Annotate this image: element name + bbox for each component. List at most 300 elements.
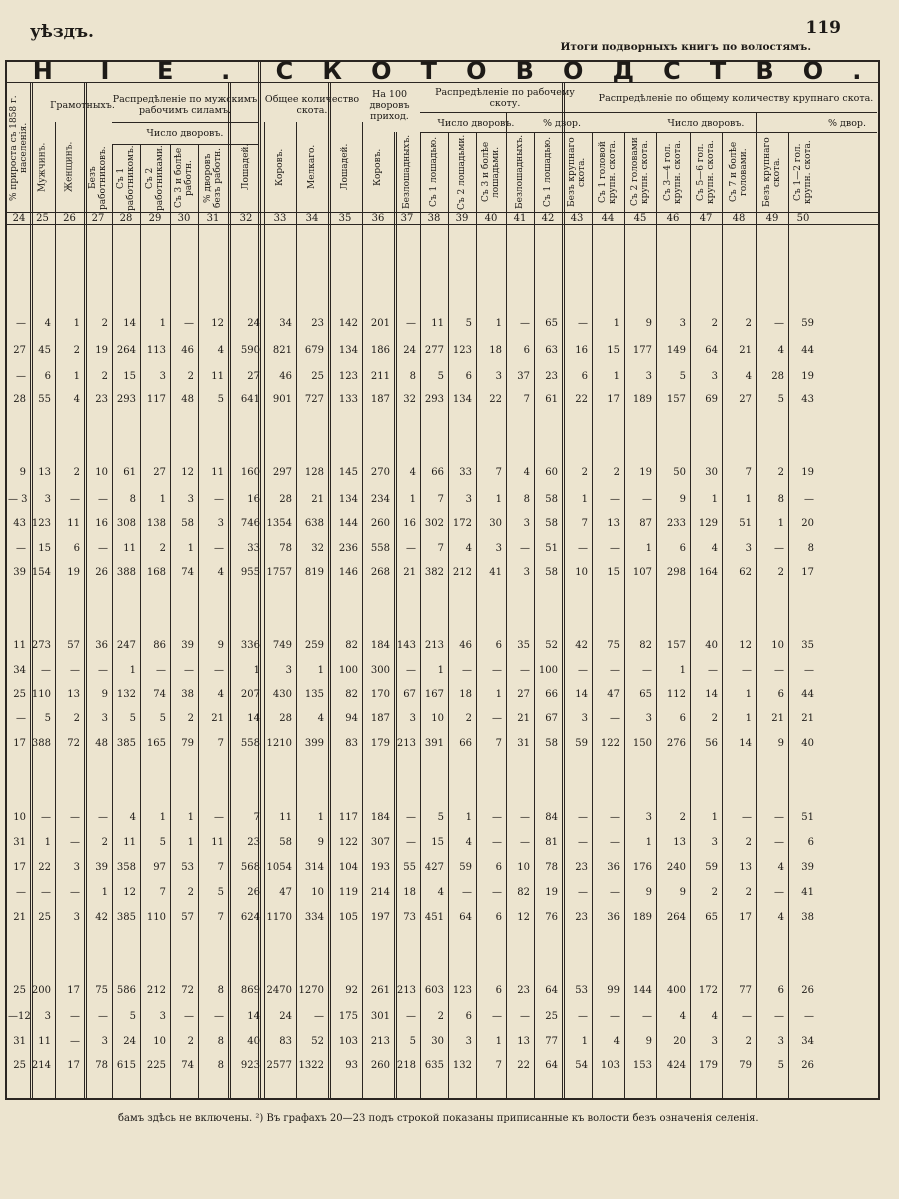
- table-cell: 213: [396, 738, 416, 749]
- table-cell: 16: [403, 518, 416, 529]
- table-cell: 2: [745, 1036, 752, 1047]
- column-label: Лошадей.: [241, 143, 251, 191]
- column-number: 40: [484, 213, 498, 224]
- table-cell: 27: [517, 689, 530, 700]
- table-cell: —: [642, 494, 652, 505]
- column-rule: [656, 132, 657, 1100]
- table-cell: 74: [153, 689, 166, 700]
- table-cell: 3: [523, 518, 530, 529]
- table-cell: —: [804, 1011, 814, 1022]
- table-cell: 87: [639, 518, 652, 529]
- table-cell: 81: [545, 837, 558, 848]
- table-cell: 1: [495, 1036, 502, 1047]
- table-cell: 26: [801, 985, 814, 996]
- table-cell: 22: [38, 862, 51, 873]
- table-cell: 145: [338, 467, 358, 478]
- column-rule: [394, 132, 397, 1100]
- table-cell: —: [774, 887, 784, 898]
- table-cell: 11: [67, 518, 80, 529]
- table-cell: 74: [181, 567, 194, 578]
- table-cell: 15: [123, 371, 136, 382]
- table-cell: —: [520, 837, 530, 848]
- table-cell: 819: [304, 567, 324, 578]
- table-cell: —: [610, 837, 620, 848]
- table-cell: 10: [13, 812, 26, 823]
- table-cell: 21: [739, 345, 752, 356]
- group-ws-households: Число дворовъ.: [437, 117, 515, 129]
- table-cell: 260: [370, 518, 390, 529]
- table-cell: 18: [459, 689, 472, 700]
- column-number: 41: [513, 213, 527, 224]
- table-cell: 19: [801, 467, 814, 478]
- table-cell: 5: [465, 318, 472, 329]
- table-cell: 1: [187, 543, 194, 554]
- table-cell: —: [70, 887, 80, 898]
- table-cell: 451: [424, 912, 444, 923]
- table-cell: 10: [431, 713, 444, 724]
- column-number: 43: [570, 213, 584, 224]
- table-cell: 7: [217, 738, 224, 749]
- table-cell: 11: [123, 543, 136, 554]
- column-number: 28: [119, 213, 133, 224]
- table-cell: —: [98, 494, 108, 505]
- table-cell: 142: [338, 318, 358, 329]
- table-cell: 261: [370, 985, 390, 996]
- table-cell: 385: [116, 912, 136, 923]
- table-cell: 1: [159, 494, 166, 505]
- column-rule: [788, 132, 789, 1100]
- table-cell: 6: [679, 713, 686, 724]
- table-cell: 1: [187, 812, 194, 823]
- column-rule: [228, 82, 231, 1100]
- table-cell: —: [98, 812, 108, 823]
- table-cell: 28: [771, 371, 784, 382]
- table-cell: 9: [645, 318, 652, 329]
- table-cell: —: [578, 837, 588, 848]
- table-cell: 586: [116, 985, 136, 996]
- table-cell: 11: [279, 812, 292, 823]
- table-cell: —: [610, 494, 620, 505]
- table-cell: 23: [575, 912, 588, 923]
- table-cell: —: [492, 665, 502, 676]
- table-cell: 336: [240, 640, 260, 651]
- table-cell: 44: [801, 345, 814, 356]
- column-rule: [296, 122, 297, 1100]
- table-cell: 4: [465, 837, 472, 848]
- table-cell: 17: [739, 912, 752, 923]
- table-cell: 103: [338, 1036, 358, 1047]
- table-cell: 3: [44, 1011, 51, 1022]
- table-cell: 17: [67, 985, 80, 996]
- table-cell: 1054: [266, 862, 292, 873]
- table-cell: 3: [679, 318, 686, 329]
- table-cell: 69: [705, 394, 718, 405]
- table-cell: 3: [73, 862, 80, 873]
- table-cell: —: [214, 1011, 224, 1022]
- table-cell: 110: [31, 689, 51, 700]
- table-cell: 50: [673, 467, 686, 478]
- table-cell: 2: [101, 371, 108, 382]
- table-cell: 901: [272, 394, 292, 405]
- table-cell: 79: [739, 1060, 752, 1071]
- table-cell: 78: [279, 543, 292, 554]
- table-cell: —: [578, 318, 588, 329]
- column-rule: [624, 132, 625, 1100]
- table-cell: 1: [317, 812, 324, 823]
- table-cell: —: [610, 713, 620, 724]
- column-label: Съ 3—4 гол. крупн. скота.: [663, 140, 683, 204]
- table-cell: 39: [13, 567, 26, 578]
- table-cell: 1: [73, 371, 80, 382]
- table-cell: 1210: [266, 738, 292, 749]
- table-cell: 78: [95, 1060, 108, 1071]
- table-cell: —: [70, 1011, 80, 1022]
- group-per100: На 100 дворовъ приход.: [369, 88, 410, 122]
- column-rule: [448, 132, 449, 1100]
- table-cell: 82: [517, 887, 530, 898]
- table-cell: 78: [545, 862, 558, 873]
- column-number: 30: [177, 213, 191, 224]
- table-cell: 679: [304, 345, 324, 356]
- table-cell: 1: [777, 518, 784, 529]
- column-rule: [562, 82, 565, 1100]
- table-cell: 112: [666, 689, 686, 700]
- table-cell: —: [708, 665, 718, 676]
- table-cell: 3: [285, 665, 292, 676]
- table-cell: —: [610, 887, 620, 898]
- table-cell: 27: [13, 345, 26, 356]
- table-cell: 297: [272, 467, 292, 478]
- table-cell: 3: [465, 494, 472, 505]
- table-cell: 57: [181, 912, 194, 923]
- table-cell: 28: [279, 494, 292, 505]
- table-cell: —: [98, 543, 108, 554]
- table-cell: 79: [181, 738, 194, 749]
- table-cell: 201: [370, 318, 390, 329]
- banner-right: С К О Т О В О Д С Т В О .: [275, 57, 864, 85]
- table-cell: 247: [116, 640, 136, 651]
- table-cell: 47: [279, 887, 292, 898]
- table-cell: 3: [159, 1011, 166, 1022]
- column-number: 26: [63, 213, 76, 224]
- table-cell: —: [774, 543, 784, 554]
- footnote: бамъ здѣсь не включены. ²) Въ графахъ 20—23 подъ строкой показаны приписанные къ волости безъ означенія селенія.: [118, 1113, 759, 1124]
- table-cell: 2: [581, 467, 588, 478]
- table-cell: 9: [679, 494, 686, 505]
- table-cell: 41: [801, 887, 814, 898]
- table-cell: 240: [666, 862, 686, 873]
- table-cell: 113: [146, 345, 166, 356]
- table-cell: 12: [211, 318, 224, 329]
- table-cell: 7: [495, 1060, 502, 1071]
- table-cell: 117: [146, 394, 166, 405]
- table-cell: 5: [217, 394, 224, 405]
- table-cell: —: [578, 1011, 588, 1022]
- table-cell: 25: [545, 1011, 558, 1022]
- column-rule: [112, 144, 113, 1100]
- table-cell: 39: [801, 862, 814, 873]
- table-cell: 9: [679, 887, 686, 898]
- table-cell: 273: [31, 640, 51, 651]
- table-cell: 6: [73, 543, 80, 554]
- table-cell: 77: [739, 985, 752, 996]
- column-rule: [55, 122, 56, 1100]
- table-cell: 61: [123, 467, 136, 478]
- table-cell: 36: [607, 912, 620, 923]
- column-number: 31: [206, 213, 220, 224]
- table-cell: 5: [777, 394, 784, 405]
- column-rule: [420, 132, 421, 1100]
- table-cell: —: [492, 887, 502, 898]
- table-cell: 225: [146, 1060, 166, 1071]
- table-cell: 28: [279, 713, 292, 724]
- column-label: Съ 2 лошадьми.: [457, 134, 467, 210]
- table-cell: —: [406, 318, 416, 329]
- table-cell: 28: [13, 394, 26, 405]
- table-cell: 58: [545, 567, 558, 578]
- table-cell: 59: [801, 318, 814, 329]
- table-cell: 8: [409, 371, 416, 382]
- table-cell: 25: [13, 689, 26, 700]
- table-cell: —: [578, 665, 588, 676]
- column-number: 33: [273, 213, 287, 224]
- table-cell: 6: [495, 985, 502, 996]
- table-cell: 100: [338, 665, 358, 676]
- table-cell: 13: [673, 837, 686, 848]
- column-number: 49: [765, 213, 779, 224]
- group-households: Число дворовъ.: [146, 127, 224, 139]
- table-cell: 3: [645, 713, 652, 724]
- table-cell: 15: [431, 837, 444, 848]
- table-cell: 54: [575, 1060, 588, 1071]
- table-cell: 66: [545, 689, 558, 700]
- table-cell: 1: [465, 812, 472, 823]
- table-cell: 52: [545, 640, 558, 651]
- table-cell: 5: [437, 371, 444, 382]
- column-number: 36: [371, 213, 385, 224]
- table-cell: 11: [211, 467, 224, 478]
- table-cell: 1: [129, 665, 136, 676]
- table-cell: 122: [600, 738, 620, 749]
- table-cell: —: [610, 543, 620, 554]
- table-cell: 334: [304, 912, 324, 923]
- table-cell: 32: [403, 394, 416, 405]
- table-cell: 1: [711, 494, 718, 505]
- table-cell: 13: [67, 689, 80, 700]
- table-cell: 300: [370, 665, 390, 676]
- table-cell: —: [70, 665, 80, 676]
- table-cell: 385: [116, 738, 136, 749]
- column-label: Безлошадныхъ.: [515, 134, 525, 210]
- column-label: Съ 3 и болѣе лошадьми.: [481, 141, 501, 203]
- table-cell: 10: [95, 467, 108, 478]
- table-cell: 150: [632, 738, 652, 749]
- table-cell: 132: [452, 1060, 472, 1071]
- table-cell: 14: [575, 689, 588, 700]
- table-cell: 197: [370, 912, 390, 923]
- table-cell: 388: [116, 567, 136, 578]
- column-number: 48: [732, 213, 746, 224]
- table-cell: —: [520, 1011, 530, 1022]
- table-cell: 2: [679, 812, 686, 823]
- table-cell: 34: [279, 318, 292, 329]
- column-rule: [84, 82, 87, 1100]
- table-cell: 7: [523, 394, 530, 405]
- table-cell: 2: [437, 1011, 444, 1022]
- table-cell: —: [520, 318, 530, 329]
- table-cell: —: [742, 665, 752, 676]
- table-cell: 3: [187, 494, 194, 505]
- table-cell: 6: [777, 689, 784, 700]
- table-cell: 7: [253, 812, 260, 823]
- table-cell: —: [610, 812, 620, 823]
- table-cell: 11: [211, 837, 224, 848]
- table-cell: 2: [187, 1036, 194, 1047]
- table-cell: 3: [523, 567, 530, 578]
- table-cell: 821: [272, 345, 292, 356]
- table-cell: 3: [217, 518, 224, 529]
- table-cell: 2: [777, 567, 784, 578]
- table-cell: 2: [187, 713, 194, 724]
- table-cell: 24: [247, 318, 260, 329]
- table-cell: 2: [745, 318, 752, 329]
- column-label: Съ 2 головами крупн. скота.: [630, 137, 650, 207]
- column-label: Безъ работниковъ.: [88, 146, 108, 210]
- table-cell: 11: [13, 640, 26, 651]
- table-cell: 1: [745, 494, 752, 505]
- table-cell: 14: [247, 713, 260, 724]
- group-total-livestock: Общее количество скота.: [264, 94, 360, 116]
- table-cell: 23: [311, 318, 324, 329]
- table-cell: 65: [545, 318, 558, 329]
- table-cell: 9: [101, 689, 108, 700]
- table-cell: 7: [437, 543, 444, 554]
- table-cell: 77: [545, 1036, 558, 1047]
- table-cell: 4: [711, 1011, 718, 1022]
- table-cell: 558: [240, 738, 260, 749]
- table-cell: 1: [711, 812, 718, 823]
- column-rule: [592, 132, 593, 1100]
- table-cell: 84: [545, 812, 558, 823]
- table-cell: 10: [575, 567, 588, 578]
- table-cell: 4: [523, 467, 530, 478]
- table-cell: 260: [370, 1060, 390, 1071]
- table-cell: 4: [777, 912, 784, 923]
- table-cell: 6: [495, 912, 502, 923]
- table-cell: 97: [153, 862, 166, 873]
- table-cell: 2: [101, 318, 108, 329]
- table-cell: 21: [211, 713, 224, 724]
- table-cell: 3: [73, 912, 80, 923]
- table-cell: 153: [632, 1060, 652, 1071]
- table-cell: 177: [632, 345, 652, 356]
- table-cell: 57: [67, 640, 80, 651]
- column-label: Съ 1—2 гол. крупн. скота.: [793, 140, 813, 204]
- table-cell: 14: [123, 318, 136, 329]
- table-cell: 603: [424, 985, 444, 996]
- column-label: Мелкаго.: [307, 144, 317, 190]
- table-cell: —: [214, 494, 224, 505]
- table-cell: 189: [632, 912, 652, 923]
- table-cell: 129: [698, 518, 718, 529]
- table-cell: 75: [95, 985, 108, 996]
- table-cell: 955: [240, 567, 260, 578]
- table-cell: 23: [517, 985, 530, 996]
- column-rule: [506, 112, 507, 1100]
- table-cell: 302: [424, 518, 444, 529]
- table-cell: 1354: [266, 518, 292, 529]
- table-cell: 1: [645, 837, 652, 848]
- table-cell: 26: [247, 887, 260, 898]
- table-cell: 67: [545, 713, 558, 724]
- table-cell: 4: [711, 543, 718, 554]
- table-cell: 218: [396, 1060, 416, 1071]
- table-cell: 82: [639, 640, 652, 651]
- table-cell: 30: [489, 518, 502, 529]
- table-cell: 233: [666, 518, 686, 529]
- table-cell: 8: [807, 543, 814, 554]
- table-cell: 23: [575, 862, 588, 873]
- table-cell: —: [406, 837, 416, 848]
- table-cell: 869: [240, 985, 260, 996]
- table-cell: 24: [279, 1011, 292, 1022]
- table-cell: 86: [153, 640, 166, 651]
- table-cell: 19: [801, 371, 814, 382]
- table-cell: —: [41, 812, 51, 823]
- table-cell: 3: [745, 543, 752, 554]
- table-cell: —: [742, 812, 752, 823]
- column-rule: [140, 144, 141, 1100]
- table-cell: —: [642, 1011, 652, 1022]
- table-cell: 63: [545, 345, 558, 356]
- table-cell: 40: [247, 1036, 260, 1047]
- table-cell: 2: [187, 887, 194, 898]
- table-cell: 18: [403, 887, 416, 898]
- table-cell: 123: [31, 518, 51, 529]
- table-cell: 259: [304, 640, 324, 651]
- table-cell: 3: [409, 713, 416, 724]
- table-cell: 568: [240, 862, 260, 873]
- table-cell: 308: [116, 518, 136, 529]
- table-cell: —: [804, 665, 814, 676]
- labor-rule: [112, 122, 258, 123]
- table-cell: 9: [645, 887, 652, 898]
- table-cell: 104: [338, 862, 358, 873]
- table-cell: 270: [370, 467, 390, 478]
- table-cell: 33: [459, 467, 472, 478]
- table-cell: —: [98, 1011, 108, 1022]
- table-cell: 3: [711, 371, 718, 382]
- table-cell: 1: [613, 318, 620, 329]
- table-cell: 3: [645, 812, 652, 823]
- table-cell: 32: [311, 543, 324, 554]
- table-cell: 17: [607, 394, 620, 405]
- table-cell: —: [492, 812, 502, 823]
- table-cell: 2577: [266, 1060, 292, 1071]
- table-cell: 5: [129, 1011, 136, 1022]
- table-cell: 10: [517, 862, 530, 873]
- table-cell: —: [610, 665, 620, 676]
- table-cell: 207: [240, 689, 260, 700]
- table-cell: 8: [777, 494, 784, 505]
- table-cell: 7: [495, 467, 502, 478]
- table-cell: 135: [304, 689, 324, 700]
- table-cell: 4: [465, 543, 472, 554]
- table-cell: 165: [146, 738, 166, 749]
- table-cell: 1170: [266, 912, 292, 923]
- table-cell: 66: [459, 738, 472, 749]
- table-cell: 3: [581, 713, 588, 724]
